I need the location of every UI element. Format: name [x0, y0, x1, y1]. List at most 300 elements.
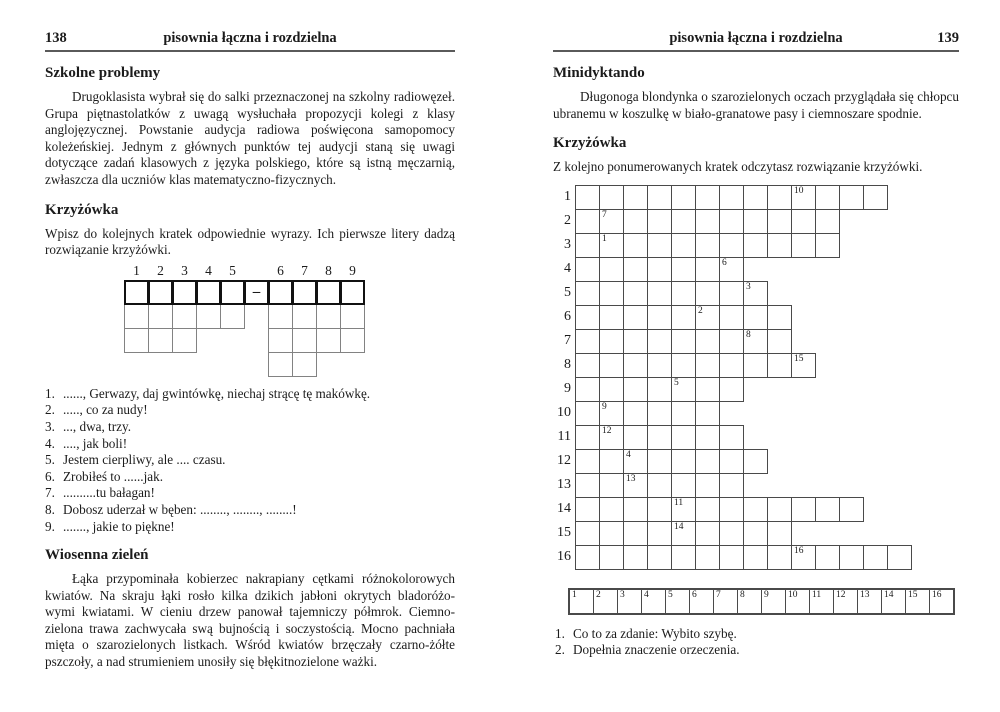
- list-item-text: Dopełnia znaczenie orzeczenia.: [573, 642, 740, 658]
- crossword-cell: [647, 353, 672, 378]
- crossword-cell: [316, 304, 341, 329]
- crossword-cell: [695, 473, 720, 498]
- page-header: [45, 30, 455, 52]
- crossword-cell: [671, 257, 696, 282]
- cell-number: 7: [716, 589, 721, 600]
- solution-cell: [713, 589, 738, 614]
- section-heading-wiosenna-zielen: Wiosenna zieleń: [45, 547, 149, 564]
- crossword-cell: [599, 449, 624, 474]
- crossword-cell: [599, 521, 624, 546]
- text-line: pszczoły, a nad strumieniem unosiły się błękitnozielone ważki.: [45, 654, 378, 670]
- crossword-cell: [791, 497, 816, 522]
- list-item-text: ...., jak boli!: [63, 435, 128, 451]
- crossword-cell: [647, 329, 672, 354]
- crossword-cell: [623, 281, 648, 306]
- cell-number: 15: [794, 353, 804, 364]
- crossword-cell: [623, 401, 648, 426]
- cell-number: 8: [740, 589, 745, 600]
- solution-cell: [689, 589, 714, 614]
- running-title: pisownia łączna i rozdzielna: [163, 30, 337, 46]
- crossword-cell: [815, 185, 840, 210]
- page-right: [553, 30, 959, 659]
- crossword-cell: [719, 497, 744, 522]
- grid-row-label: 4: [564, 260, 571, 276]
- cell-number: 14: [674, 521, 684, 532]
- running-title: pisownia łączna i rozdzielna: [669, 30, 843, 46]
- cell-number: 5: [674, 377, 679, 388]
- crossword-cell: [671, 305, 696, 330]
- solution-cell: [905, 589, 930, 614]
- crossword-grid-right-wrap: [557, 185, 959, 571]
- crossword-cell: [743, 545, 768, 570]
- crossword-cell: [719, 257, 744, 282]
- cell-number: 4: [626, 449, 631, 460]
- crossword-cell: [671, 185, 696, 210]
- crossword-cell: [695, 497, 720, 522]
- crossword-cell: [647, 281, 672, 306]
- crossword-cell: [599, 425, 624, 450]
- solution-cell: [809, 589, 834, 614]
- crossword-cell: [839, 185, 864, 210]
- list-item-text: Jestem cierpliwy, ale .... czasu.: [63, 452, 226, 468]
- crossword-cell: [743, 305, 768, 330]
- crossword-cell: [695, 281, 720, 306]
- crossword-cell: [743, 329, 768, 354]
- crossword-cell: [767, 353, 792, 378]
- solution-cell: [761, 589, 786, 614]
- text-line: Długonoga blondynka o szarozielonych oczach przyglądała się chłopcu: [580, 89, 959, 104]
- page-number: 139: [937, 30, 959, 46]
- crossword-cell: [647, 305, 672, 330]
- cell-number: 12: [836, 589, 846, 600]
- crossword-cell: [719, 473, 744, 498]
- grid-column-number: 7: [301, 262, 308, 278]
- cell-number: 9: [764, 589, 769, 600]
- crossword-cell: [671, 401, 696, 426]
- text-line: mięta o szarozielonych listkach. Wśród kwiatów brzęczały czarno-żółte: [45, 637, 455, 653]
- text-line: koleżeńskiej. Jednym z głównych punktów tej audycji staną się uwagi: [45, 138, 455, 154]
- list-item: [555, 626, 959, 643]
- solution-cell: [737, 589, 762, 614]
- crossword-cell: [340, 304, 365, 329]
- solution-cell: [833, 589, 858, 614]
- cell-number: 7: [602, 209, 607, 220]
- crossword-cell: [767, 329, 792, 354]
- cell-number: 6: [692, 589, 697, 600]
- crossword-cell: [695, 521, 720, 546]
- solution-cell: [569, 589, 594, 614]
- crossword-cell: [719, 209, 744, 234]
- crossword-cell: [791, 233, 816, 258]
- text-line: anglojęzycznej. Powstanie audycja radiowa poświęcona samopomocy: [45, 122, 455, 138]
- crossword-cell: [671, 353, 696, 378]
- crossword-cell: [719, 185, 744, 210]
- crossword-cell: [575, 497, 600, 522]
- cell-number: 6: [722, 257, 727, 268]
- crossword-cell: [863, 185, 888, 210]
- list-item-number: 2.: [45, 402, 55, 418]
- crossword-cell: [767, 521, 792, 546]
- crossword-cell: [815, 209, 840, 234]
- list-item: [45, 452, 455, 469]
- cell-number: 10: [788, 589, 798, 600]
- list-item-text: ......., jakie to piękne!: [63, 518, 175, 534]
- crossword-cell: [695, 329, 720, 354]
- crossword-cell: [671, 449, 696, 474]
- crossword-cell: [623, 257, 648, 282]
- grid-row-label: 6: [564, 308, 571, 324]
- grid-column-number: 6: [277, 262, 284, 278]
- solution-strip: [568, 588, 955, 615]
- crossword-cell: [599, 329, 624, 354]
- crossword-cell: [695, 545, 720, 570]
- dash-glyph: –: [252, 283, 261, 300]
- grid-column-number: 2: [157, 262, 164, 278]
- crossword-cell: [292, 304, 317, 329]
- crossword-cell: [695, 209, 720, 234]
- text-line: Wpisz do kolejnych kratek odpowiednie wyrazy. Ich pierwsze litery dadzą: [45, 225, 455, 241]
- grid-row-label: 15: [557, 524, 571, 540]
- crossword-cell: [599, 185, 624, 210]
- crossword-cell: [695, 401, 720, 426]
- crossword-cell: [671, 233, 696, 258]
- crossword-cell: [196, 280, 221, 305]
- cell-number: 14: [884, 589, 894, 600]
- paragraph-wiosenna-zielen: [45, 571, 455, 671]
- crossword-cell: [743, 497, 768, 522]
- crossword-cell: [719, 377, 744, 402]
- crossword-cell: [743, 233, 768, 258]
- list-item-text: ..........tu bałagan!: [63, 485, 155, 501]
- grid-column-number: 4: [205, 262, 212, 278]
- list-item-text: Co to za zdanie: Wybito szybę.: [573, 625, 737, 641]
- list-item: [45, 469, 455, 486]
- crossword-cell: [220, 304, 245, 329]
- crossword-cell: [767, 209, 792, 234]
- solution-cell: [929, 589, 954, 614]
- crossword-cell: [743, 521, 768, 546]
- crossword-cell: [791, 353, 816, 378]
- list-item-number: 1.: [555, 625, 565, 641]
- list-item-text: Zrobiłeś to ......jak.: [63, 468, 163, 484]
- list-item-text: ....., co za nudy!: [63, 402, 148, 418]
- cell-number: 16: [794, 545, 804, 556]
- crossword-cell: [743, 185, 768, 210]
- cell-number: 2: [698, 305, 703, 316]
- grid-row-label: 14: [557, 500, 571, 516]
- crossword-cell: [623, 185, 648, 210]
- crossword-cell: [575, 473, 600, 498]
- crossword-cell: [623, 473, 648, 498]
- text-line: Łąka przypominała kobierzec nakrapiany cętkami różnokolorowych: [72, 571, 455, 587]
- section-heading-szkolne-problemy: Szkolne problemy: [45, 65, 161, 81]
- crossword-cell: [599, 377, 624, 402]
- crossword-cell: [815, 233, 840, 258]
- crossword-cell: [575, 209, 600, 234]
- crossword-cell: [671, 329, 696, 354]
- crossword-cell: [124, 304, 149, 329]
- cell-number: 1: [602, 233, 607, 244]
- crossword-grid-right: [557, 185, 959, 571]
- grid-column-number: 1: [133, 262, 140, 278]
- crossword-cell: [767, 185, 792, 210]
- text-line: rozwiązanie krzyżówki.: [45, 242, 171, 258]
- crossword-cell: [791, 209, 816, 234]
- crossword-cell: [767, 545, 792, 570]
- crossword-cell: [647, 257, 672, 282]
- clue-list: [45, 386, 455, 535]
- crossword-cell: [647, 545, 672, 570]
- crossword-cell: [647, 521, 672, 546]
- crossword-cell: [575, 185, 600, 210]
- crossword-cell: [292, 280, 317, 305]
- crossword-cell: [743, 209, 768, 234]
- grid-column-number: 9: [349, 262, 356, 278]
- grid-row-label: 5: [564, 284, 571, 300]
- crossword-cell: [623, 521, 648, 546]
- crossword-cell: [623, 233, 648, 258]
- crossword-cell: [695, 233, 720, 258]
- cell-number: 4: [644, 589, 649, 600]
- paragraph-krzyzowka-intro: [45, 226, 455, 259]
- list-item: [45, 519, 455, 536]
- crossword-cell: [719, 281, 744, 306]
- crossword-cell: [695, 305, 720, 330]
- grid-row-label: 9: [564, 380, 571, 396]
- crossword-cell: [148, 280, 173, 305]
- list-item: [45, 419, 455, 436]
- crossword-cell: [575, 281, 600, 306]
- crossword-cell: [647, 233, 672, 258]
- paragraph-krzyzowka-intro-right: Z kolejno ponumerowanych kratek odczytasz rozwiązanie krzyżówki.: [553, 159, 923, 175]
- list-item: [45, 502, 455, 519]
- text-line: zwłaszcza dla uczniów klas matematyczno-fizycznych.: [45, 171, 337, 187]
- solution-cell: [593, 589, 618, 614]
- crossword-cell: [196, 304, 221, 329]
- list-item-number: 7.: [45, 485, 55, 501]
- solution-cell: [641, 589, 666, 614]
- text-line: Drugoklasista wybrał się do salki przeznaczonej na szkolny radiowęzeł.: [72, 89, 455, 104]
- crossword-grid-left: [124, 263, 455, 379]
- cell-number: 13: [626, 473, 636, 484]
- crossword-cell: [647, 473, 672, 498]
- crossword-cell: [695, 353, 720, 378]
- crossword-cell: [719, 449, 744, 474]
- grid-row-label: 3: [564, 236, 571, 252]
- crossword-cell: [268, 352, 293, 377]
- crossword-cell: [647, 497, 672, 522]
- crossword-cell: [791, 185, 816, 210]
- list-item-number: 3.: [45, 418, 55, 434]
- crossword-cell: [599, 305, 624, 330]
- crossword-cell: [316, 280, 341, 305]
- grid-row-label: 13: [557, 476, 571, 492]
- cell-number: 5: [668, 589, 673, 600]
- cell-number: 12: [602, 425, 612, 436]
- cell-number: 3: [746, 281, 751, 292]
- crossword-cell: [340, 328, 365, 353]
- solution-cell: [665, 589, 690, 614]
- cell-number: 2: [596, 589, 601, 600]
- grid-column-number: 5: [229, 262, 236, 278]
- grid-row-label: 2: [564, 212, 571, 228]
- crossword-cell: [671, 521, 696, 546]
- grid-row-label: 1: [564, 188, 571, 204]
- solution-notes: [555, 626, 959, 659]
- page-number: 138: [45, 30, 67, 46]
- crossword-cell: [815, 545, 840, 570]
- crossword-cell: [575, 329, 600, 354]
- crossword-cell: [623, 425, 648, 450]
- crossword-cell: [575, 305, 600, 330]
- crossword-cell: [863, 545, 888, 570]
- cell-number: 13: [860, 589, 870, 600]
- crossword-cell: [719, 521, 744, 546]
- cell-number: 9: [602, 401, 607, 412]
- crossword-cell: [719, 353, 744, 378]
- list-item-text: Dobosz uderzał w bęben: ........, ........, ........!: [63, 501, 297, 517]
- crossword-cell: [767, 233, 792, 258]
- list-item: [555, 642, 959, 659]
- crossword-cell: [575, 233, 600, 258]
- crossword-cell: [743, 281, 768, 306]
- paragraph-minidyktando: [553, 89, 959, 122]
- paragraph-szkolne-problemy: [45, 89, 455, 189]
- crossword-cell: [268, 280, 293, 305]
- crossword-cell: [316, 328, 341, 353]
- crossword-cell: [719, 305, 744, 330]
- text-line: Grupa piętnastolatków z uwagą wysłuchała propozycji kolegi z klasy: [45, 105, 455, 121]
- solution-cell: [617, 589, 642, 614]
- crossword-cell: [647, 377, 672, 402]
- list-item-text: ......, Gerwazy, daj gwintówkę, niechaj strącę tę makówkę.: [63, 385, 371, 401]
- cell-number: 15: [908, 589, 918, 600]
- solution-cell: [881, 589, 906, 614]
- crossword-cell: [268, 328, 293, 353]
- crossword-cell: [220, 280, 245, 305]
- list-item-number: 1.: [45, 385, 55, 401]
- crossword-cell: [244, 280, 269, 305]
- crossword-cell: [623, 449, 648, 474]
- text-line: wymi kwiatami. W cieniu drzew panował tajemniczy półmrok. Ciemno-: [45, 604, 455, 620]
- crossword-cell: [647, 401, 672, 426]
- crossword-cell: [719, 233, 744, 258]
- solution-cell: [857, 589, 882, 614]
- list-item-number: 8.: [45, 501, 55, 517]
- crossword-cell: [623, 497, 648, 522]
- crossword-cell: [575, 521, 600, 546]
- crossword-cell: [575, 353, 600, 378]
- list-item: [45, 485, 455, 502]
- crossword-cell: [647, 425, 672, 450]
- crossword-cell: [575, 377, 600, 402]
- list-item-number: 2.: [555, 642, 565, 658]
- cell-number: 11: [674, 497, 684, 508]
- crossword-cell: [575, 401, 600, 426]
- crossword-cell: [719, 425, 744, 450]
- crossword-cell: [599, 233, 624, 258]
- section-heading-minidyktando: Minidyktando: [553, 65, 645, 81]
- grid-row-label: 10: [557, 404, 571, 420]
- grid-row-label: 12: [557, 452, 571, 468]
- grid-row-label: 7: [564, 332, 571, 348]
- crossword-cell: [575, 257, 600, 282]
- list-item: [45, 386, 455, 403]
- text-line: zielona trawa zachwycała swą bujnością i soczystością. Mocno pachniała: [45, 620, 455, 636]
- crossword-cell: [647, 209, 672, 234]
- list-item-number: 6.: [45, 468, 55, 484]
- crossword-cell: [148, 304, 173, 329]
- list-item-number: 5.: [45, 452, 55, 468]
- section-heading-krzyzowka-right: Krzyżówka: [553, 135, 627, 152]
- crossword-cell: [815, 497, 840, 522]
- list-item: [45, 436, 455, 453]
- page-left: [45, 30, 455, 671]
- crossword-cell: [575, 449, 600, 474]
- crossword-cell: [172, 304, 197, 329]
- crossword-cell: [839, 497, 864, 522]
- solution-cell: [785, 589, 810, 614]
- crossword-cell: [623, 377, 648, 402]
- crossword-cell: [671, 209, 696, 234]
- crossword-cell: [292, 328, 317, 353]
- crossword-cell: [599, 545, 624, 570]
- crossword-cell: [887, 545, 912, 570]
- crossword-cell: [599, 473, 624, 498]
- cell-number: 16: [932, 589, 942, 600]
- list-item-number: 4.: [45, 435, 55, 451]
- grid-column-number: 8: [325, 262, 332, 278]
- cell-number: 10: [794, 185, 804, 196]
- crossword-cell: [839, 545, 864, 570]
- crossword-cell: [292, 352, 317, 377]
- crossword-cell: [647, 449, 672, 474]
- crossword-cell: [695, 257, 720, 282]
- crossword-cell: [623, 353, 648, 378]
- crossword-cell: [671, 497, 696, 522]
- crossword-cell: [599, 257, 624, 282]
- crossword-cell: [695, 377, 720, 402]
- crossword-cell: [695, 425, 720, 450]
- crossword-cell: [767, 497, 792, 522]
- crossword-cell: [575, 545, 600, 570]
- crossword-cell: [599, 401, 624, 426]
- crossword-cell: [172, 280, 197, 305]
- crossword-cell: [340, 280, 365, 305]
- crossword-cell: [719, 545, 744, 570]
- crossword-cell: [671, 473, 696, 498]
- crossword-cell: [148, 328, 173, 353]
- crossword-cell: [172, 328, 197, 353]
- crossword-cell: [671, 377, 696, 402]
- crossword-cell: [695, 449, 720, 474]
- crossword-cell: [671, 281, 696, 306]
- cell-number: 1: [572, 589, 577, 600]
- crossword-cell: [124, 328, 149, 353]
- crossword-cell: [599, 353, 624, 378]
- crossword-cell: [268, 304, 293, 329]
- list-item-text: ..., dwa, trzy.: [63, 418, 131, 434]
- text-line: dotyczące zadań klasowych z języka polskiego, które są istną męczarnią,: [45, 155, 455, 171]
- crossword-cell: [695, 185, 720, 210]
- cell-number: 8: [746, 329, 751, 340]
- crossword-cell: [124, 280, 149, 305]
- crossword-cell: [671, 545, 696, 570]
- grid-row-label: 8: [564, 356, 571, 372]
- list-item: [45, 402, 455, 419]
- crossword-cell: [791, 545, 816, 570]
- crossword-cell: [743, 449, 768, 474]
